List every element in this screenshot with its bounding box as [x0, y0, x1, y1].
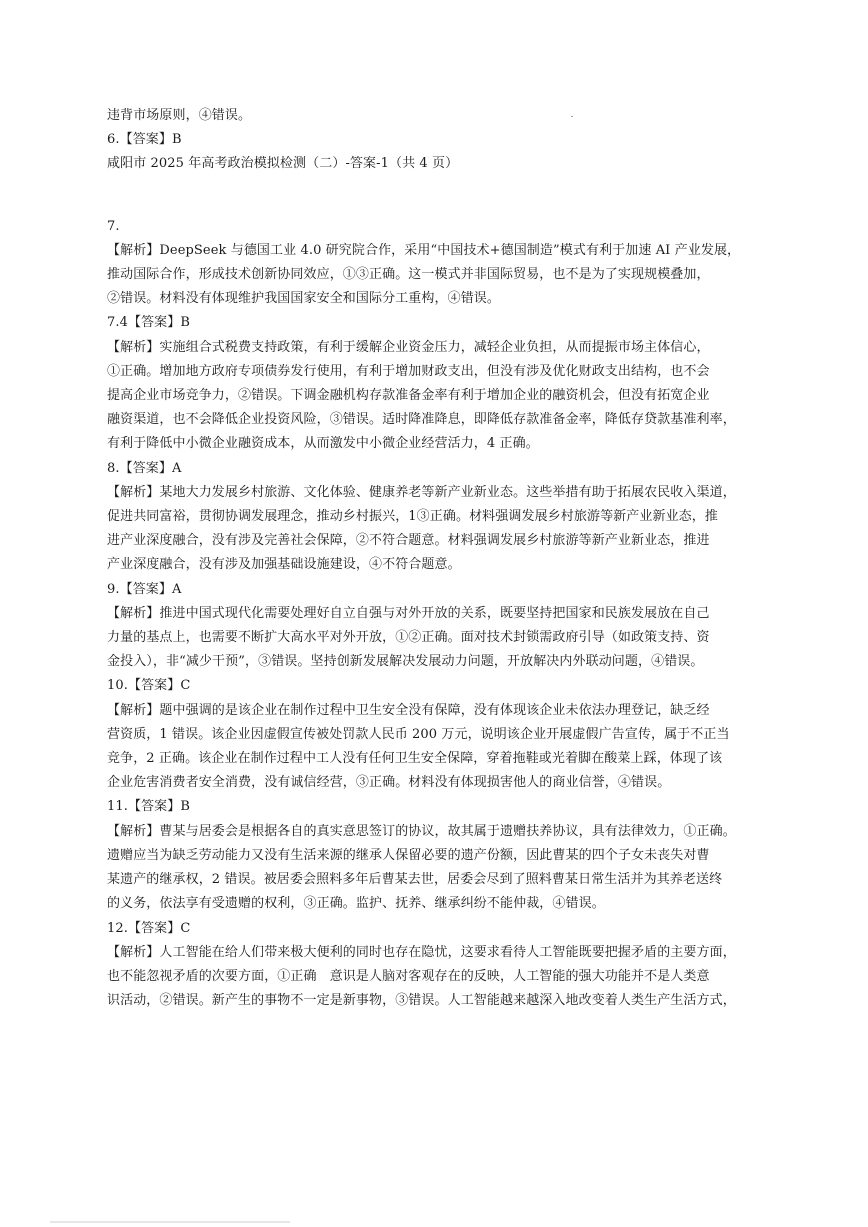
analysis-line: 进产业深度融合，没有涉及完善社会保障，②不符合题意。材料强调发展乡村旅游等新产业新业态，推进: [107, 533, 710, 549]
analysis-line: 【解析】题中强调的是该企业在制作过程中卫生安全没有保障，没有体现该企业未依法办理登记，缺乏经: [107, 702, 710, 718]
analysis-line: 力量的基点上，也需要不断扩大高水平对外开放，①②正确。面对技术封锁需政府引导（如政策支持、资: [107, 630, 710, 646]
question-number: 7.: [107, 218, 120, 234]
analysis-line: 【解析】人工智能在给人们带来极大便利的同时也存在隐忧，这要求看待人工智能既要把握矛盾的主要方面，: [107, 944, 736, 960]
analysis-line: 企业危害消费者安全消费，没有诚信经营，③正确。材料没有体现损害他人的商业信誉，④错误。: [107, 775, 671, 791]
analysis-line: 有利于降低中小微企业融资成本，从而激发中小微企业经营活力，4 正确。: [107, 436, 539, 452]
analysis-line: 提高企业市场竞争力，②错误。下调金融机构存款准备金率有利于增加企业的融资机会，但没有拓宽企业: [107, 388, 710, 404]
analysis-line: 促进共同富裕，贯彻协调发展理念，推动乡村振兴，1③正确。材料强调发展乡村旅游等新产业新业态，推: [107, 509, 718, 525]
analysis-line: 产业深度融合，没有涉及加强基础设施建设，④不符合题意。: [107, 557, 461, 573]
analysis-line: 推动国际合作，形成技术创新协同效应，①③正确。这一模式并非国际贸易，也不是为了实现规模叠加，: [107, 267, 710, 283]
answer-line: 11.【答案】B: [107, 799, 191, 815]
analysis-line: 识活动，②错误。新产生的事物不一定是新事物，③错误。人工智能越来越深入地改变着人类生产生活方式，: [107, 993, 736, 1009]
analysis-line: ②错误。材料没有体现维护我国国家安全和国际分工重构，④错误。: [107, 291, 501, 307]
answer-line: 12.【答案】C: [107, 920, 191, 936]
analysis-line: 融资渠道，也不会降低企业投资风险，③错误。适时降准降息，即降低存款准备金率，降低存贷款基准利率，: [107, 412, 736, 428]
answer-line: 8.【答案】A: [107, 460, 182, 476]
analysis-line: 的义务，依法享有受遗赠的权利，③正确。监护、抚养、继承纠纷不能仲裁，④错误。: [107, 896, 605, 912]
answer-line: 7.4【答案】B: [107, 315, 191, 331]
answer-line: 9.【答案】A: [107, 581, 182, 597]
analysis-line: 某遗产的继承权，2 错误。被居委会照料多年后曹某去世，居委会尽到了照料曹某日常生活并为其养老送终: [107, 872, 723, 888]
analysis-line: 【解析】实施组合式税费支持政策，有利于缓解企业资金压力，减轻企业负担，从而提振市场主体信心，: [107, 339, 710, 355]
analysis-line: 【解析】曹某与居委会是根据各自的真实意思签订的协议，故其属于遗赠扶养协议，具有法律效力，①正确。: [107, 823, 736, 839]
analysis-line: 遗赠应当为缺乏劳动能力又没有生活来源的继承人保留必要的遗产份额，因此曹某的四个子女未丧失对曹: [107, 847, 710, 863]
analysis-line: 金投入），非“减少干预”，③错误。坚持创新发展解决发展动力问题，开放解决内外联动问题，④错误。: [107, 654, 704, 670]
text-line: 违背市场原则，④错误。: [107, 108, 252, 123]
analysis-line: 【解析】推进中国式现代化需要处理好自立自强与对外开放的关系，既要坚持把国家和民族发展放在自己: [107, 605, 710, 621]
page-footer-label: 咸阳市 2025 年高考政治模拟检测（二）-答案-1（共 4 页）: [107, 156, 459, 172]
analysis-line: 竞争，2 正确。该企业在制作过程中工人没有任何卫生安全保障，穿着拖鞋或光着脚在酸菜上踩，体现了该: [107, 751, 723, 767]
answer-line: 10.【答案】C: [107, 678, 191, 694]
bottom-edge-rule: [50, 1221, 290, 1223]
analysis-line: 也不能忽视矛盾的次要方面，①正确 意识是人脑对客观存在的反映，人工智能的强大功能并不是人类意: [107, 968, 710, 984]
answer-line: 6.【答案】B: [107, 132, 182, 148]
analysis-line: 营资质，1 错误。该企业因虚假宣传被处罚款人民币 200 万元，说明该企业开展虚假广告宣传，属于不正当: [107, 726, 730, 742]
answer-content: [107, 104, 757, 1013]
analysis-line: 【解析】DeepSeek 与德国工业 4.0 研究院合作，采用“中国技术+德国制造”模式有利于加速 AI 产业发展，: [107, 242, 741, 258]
analysis-line: ①正确。增加地方政府专项债券发行使用，有利于增加财政支出，但没有涉及优化财政支出结构，也不会: [107, 363, 710, 379]
analysis-line: 【解析】某地大力发展乡村旅游、文化体验、健康养老等新产业新业态。这些举措有助于拓展农民收入渠道，: [107, 484, 736, 500]
